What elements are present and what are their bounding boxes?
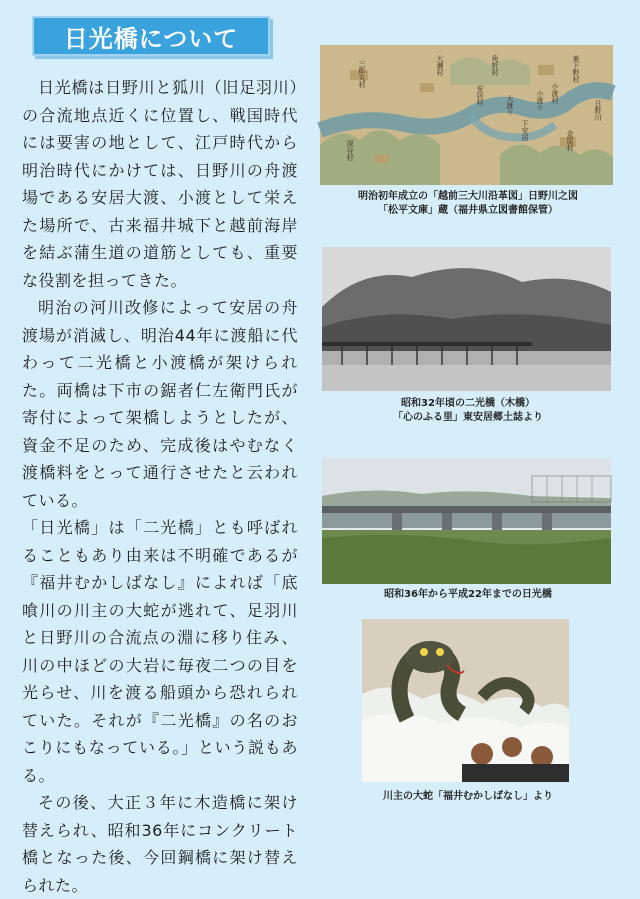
map-label: 日野川 (594, 100, 602, 121)
concrete-bridge-caption (318, 588, 618, 602)
map-label: 大瀬村 (436, 55, 444, 76)
map-label: 深谷村 (346, 140, 354, 161)
map-label: 下安居 (521, 120, 529, 141)
historic-map-image (320, 45, 613, 185)
wooden-bridge-photo (322, 247, 611, 391)
caption-line: 川主の大蛇「福井むかしばなし」より (383, 791, 553, 802)
map-label: 小渡り (536, 90, 544, 111)
historic-map-figure (320, 45, 613, 185)
historic-map-caption (318, 190, 618, 218)
map-label: 角折村 (491, 55, 499, 76)
section-title-box (32, 16, 270, 56)
map-label: 大渡り (506, 95, 514, 116)
concrete-bridge-photo (322, 458, 611, 584)
caption-line: 昭和32年頃の二光橋（木橋） (401, 398, 535, 409)
map-label: 安居村 (476, 85, 484, 106)
map-label: 東下野村 (572, 55, 580, 83)
paragraph-4: その後、大正３年に木造橋に架け替えられ、昭和36年にコンクリート橋となった後、今回鋼橋に架け替えられた。 (22, 793, 298, 895)
caption-line: 昭和36年から平成22年までの日光橋 (384, 589, 552, 600)
wooden-bridge-caption (318, 397, 618, 425)
map-label: 金屋村 (566, 130, 574, 151)
caption-line: 「松平文庫」蔵（福井県立図書館保管） (378, 205, 558, 216)
serpent-caption (318, 790, 618, 804)
caption-line: 明治初年成立の「越前三大川沿革図」日野川之図 (358, 191, 578, 202)
caption-line: 「心のふる里」東安居郷土誌より (393, 412, 543, 423)
page-title: 日光橋について (63, 24, 239, 53)
serpent-illustration (362, 619, 569, 782)
paragraph-3: 「日光橋」は「二光橋」とも呼ばれることもあり由来は不明確であるが『福井むかしばなし』によれば「底喰川の川主の大蛇が逃れて、足羽川と日野川の合流点の淵に移り住み、川の中ほどの大岩に毎夜二つの目を光らせ、川を渡る船頭から恐れられていた。それが『二光橋』の名のおこりにもなっている。」という説もある。 (22, 518, 298, 785)
paragraph-2: 明治の河川改修によって安居の舟渡場が消滅し、明治44年に渡船に代わって二光橋と小渡橋が架けられた。両橋は下市の鋸者仁左衛門氏が寄付によって架橋しようとしたが、資金不足のため、完成後はやむなく渡橋料をとって通行させたと云われている。 (22, 298, 298, 510)
paragraph-1: 日光橋は日野川と狐川（旧足羽川）の合流地点近くに位置し、戦国時代には要害の地として、江戸時代から明治時代にかけては、日野川の舟渡場である安居大渡、小渡として栄えた場所で、古来福井城下と越前海岸を結ぶ蒲生道の道筋としても、重要な役割を担ってきた。 (22, 78, 298, 290)
map-label: 三郎丸村 (358, 60, 366, 88)
serpent-image (362, 619, 569, 782)
concrete-bridge-image (322, 458, 611, 584)
map-label: 小渡村 (551, 83, 559, 104)
article-body (22, 74, 298, 899)
wooden-bridge-image (322, 247, 611, 391)
